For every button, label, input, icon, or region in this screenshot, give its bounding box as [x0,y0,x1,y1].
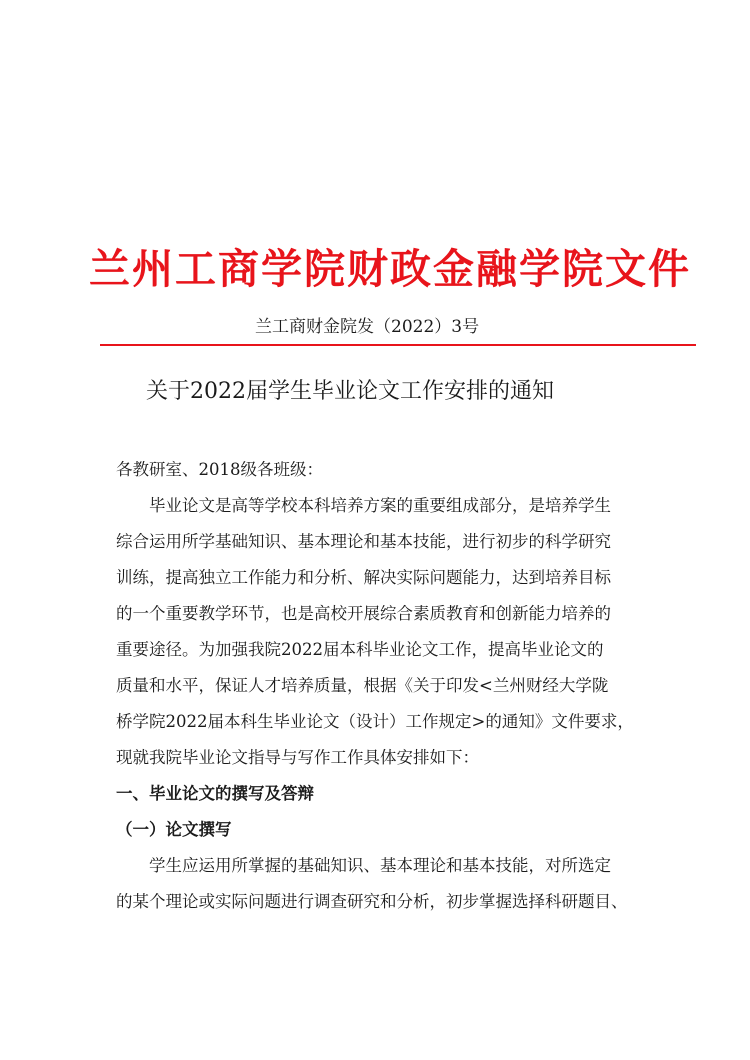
paragraph-line: 现就我院毕业论文指导与写作工作具体安排如下： [116,748,479,767]
paragraph-line: 的一个重要教学环节，也是高校开展综合素质教育和创新能力培养的 [116,604,611,623]
document-header-title: 兰州工商学院财政金融学院文件 [89,245,691,293]
paragraph-line: 桥学院2022届本科生毕业论文（设计）工作规定>的通知》文件要求， [116,712,634,731]
paragraph-line: 毕业论文是高等学校本科培养方案的重要组成部分，是培养学生 [149,496,611,515]
document-body [116,452,646,920]
document-number: 兰工商财金院发（2022）3号 [255,317,480,337]
paragraph-line: 重要途径。为加强我院2022届本科毕业论文工作，提高毕业论文的 [116,640,604,659]
salutation: 各教研室、2018级各班级： [116,460,323,479]
notice-title: 关于2022届学生毕业论文工作安排的通知 [146,379,554,404]
paragraph-line: 综合运用所学基础知识、基本理论和基本技能，进行初步的科学研究 [116,532,611,551]
subsection-heading: （一）论文撰写 [116,820,232,839]
section-heading: 一、毕业论文的撰写及答辩 [116,784,314,803]
header-red-rule [100,344,696,346]
paragraph-line: 学生应运用所掌握的基础知识、基本理论和基本技能，对所选定 [149,856,611,875]
paragraph-line: 训练，提高独立工作能力和分析、解决实际问题能力，达到培养目标 [116,568,611,587]
paragraph-line: 的某个理论或实际问题进行调查研究和分析，初步掌握选择科研题目、 [116,892,628,911]
paragraph-line: 质量和水平，保证人才培养质量，根据《关于印发<兰州财经大学陇 [116,676,609,695]
